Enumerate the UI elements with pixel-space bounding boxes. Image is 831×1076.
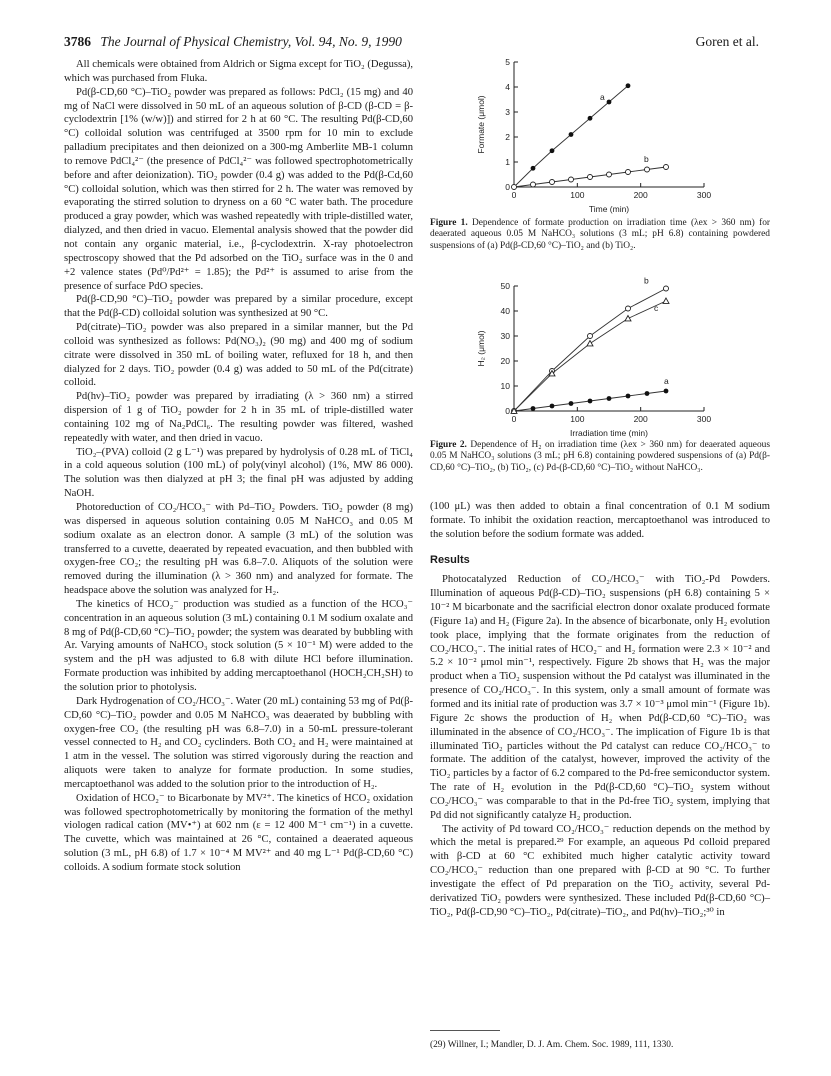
- data-point-a: [588, 116, 593, 121]
- series-label-a: a: [600, 91, 605, 102]
- series-label-b: b: [644, 154, 649, 164]
- figure-2-chart: [470, 276, 740, 438]
- figure-2-caption-text: Dependence of H₂ on irradiation time (λex > 360 nm) for deaerated aqueous 0.05 M NaHCO₃ solutions (3 mL; pH 6.8) containing powdered suspensions of (a) Pd(β-CD,60 °C)–TiO₂, (b) TiO₂, (c) Pd-(β-CD,60 °C)–TiO₂ without NaHCO₃.: [430, 440, 770, 473]
- y-tick-label: 50: [500, 281, 510, 291]
- y-tick-label: 20: [500, 356, 510, 366]
- series-line-c: [514, 301, 666, 411]
- data-point-c: [625, 316, 631, 321]
- y-tick-label: 30: [500, 331, 510, 341]
- y-tick-label: 2: [505, 132, 510, 142]
- y-tick-label: 1: [505, 157, 510, 167]
- data-point-b: [531, 182, 536, 187]
- data-point-a: [550, 148, 555, 153]
- series-line-b: [514, 289, 666, 412]
- figure-1-caption-text: Dependence of formate production on irradiation time (λex > 360 nm) for deaerated aqueous 0.05 M NaHCO₃ solutions (3 mL; pH 6.8) containing powdered suspensions of (a) Pd(β-CD,60 °C)–TiO₂ and (b) TiO₂.: [430, 218, 771, 251]
- data-point-a: [645, 391, 650, 396]
- paragraph: Pd(hν)–TiO₂ powder was prepared by irradiating (λ > 360 nm) a stirred dispersion of 1 g of TiO₂ powder for 2 h in 35 mL of triple-distilled water containing 102 mg of Na₂PdCl₆. The resulting powder was filtered, washed repeatedly with water, and then dried in vacuo.: [64, 391, 413, 444]
- y-axis-label: H₂ (μmol): [476, 330, 486, 367]
- data-point-a: [626, 394, 631, 399]
- left-column: [64, 58, 413, 875]
- data-point-a: [626, 83, 631, 88]
- data-point-a: [607, 396, 612, 401]
- paragraph: Pd(β-CD,60 °C)–TiO₂ powder was prepared as follows: PdCl₂ (15 mg) and 40 mg of NaCl were dissolved in 50 mL of an aqueous solution of β-CD (β-CD = β-cyclodextrin [1% (w/w)]) and stirred for 2 h at 60 °C. The resulting Pd(β-CD,60 °C) colloidal solution was centrifuged at 3500 rpm for 10 min to exclude palladium precipitates and then deionized on a 300-mg Amberlite MB-1 column to remove PdCl₄²⁻ (the presence of PdCl₄²⁻ was followed spectrophotometrically before and after deionization). TiO₂ powder (0.4 g) was added to the Pd(β-Cd,60 °C) colloidal solution, which was then stirred for 2 h. The water was removed by evaporating the stirred solution to dryness on a 60 °C water bath. The procedure produced a gray powder, which was washed repeatedly with triple-distilled water, dialyzed, and then dried in vacuo. Elemental analysis showed that the powder did not contain any organic material, i.e., β-cyclodextrin. X-ray photoelectron spectroscopy showed that the Pd adsorbed on the TiO₂ surface was in the 0 and +2 valence states (Pd⁰/Pd²⁺ = 1.85); the Pd²⁺ is assumed to arise from the presence of surface PdO species.: [64, 86, 413, 292]
- y-tick-label: 0: [505, 182, 510, 192]
- series-label-b: b: [644, 276, 649, 286]
- data-point-b: [645, 167, 650, 172]
- data-point-a: [569, 401, 574, 406]
- data-point-b: [664, 286, 669, 291]
- paragraph: The kinetics of HCO₂⁻ production was studied as a function of the HCO₃⁻ concentration in an aqueous solution (3 mL) containing 0.1 M sodium oxalate and 8 mg of Pd(β-CD,60 °C)–TiO₂ powder; the system was dearated by bubbling with Ar. Varying amounts of NaHCO₃ stock solution (5 × 10⁻¹ M) were added to the system and the pH was adjusted to 6.8 with dilute HCl before illumination. Formate production was inhibited by adding mercaptoethanol (HOCH₂CH₂SH) to the solution prior to photolysis.: [64, 598, 413, 693]
- x-tick-label: 100: [570, 414, 585, 424]
- series-label-a: a: [664, 376, 669, 386]
- figure-1-chart: [470, 52, 740, 214]
- figure-1: [470, 52, 740, 214]
- x-axis-label: Time (min): [588, 204, 630, 214]
- y-tick-label: 3: [505, 107, 510, 117]
- x-tick-label: 0: [511, 414, 517, 424]
- data-point-a: [550, 404, 555, 409]
- y-tick-label: 5: [505, 57, 510, 67]
- paragraph: Pd(citrate)–TiO₂ powder was also prepared in a similar manner, but the Pd colloid was synthesized as follows: Pd(NO₃)₂ (90 mg) and 400 mg of sodium citrate were dissolved in 350 mL of boiling water, refluxed for 18 h, and then dialyzed for 2 days. TiO₂ powder (0.4 g) was added to 50 mL of the Pd(citrate) colloid.: [64, 322, 413, 389]
- header-authors: Goren et al.: [695, 34, 759, 49]
- paragraph-continuation: (100 μL) was then added to obtain a final concentration of 0.1 M sodium formate. To inhibit the oxidation reaction, mercaptoethanol was introduced to the solution before the sodium formate was added.: [430, 501, 770, 540]
- y-tick-label: 10: [500, 381, 510, 391]
- x-tick-label: 100: [570, 190, 585, 200]
- data-point-b: [512, 185, 517, 190]
- x-tick-label: 200: [633, 190, 648, 200]
- figure-2: [470, 276, 740, 438]
- data-point-a: [664, 389, 669, 394]
- data-point-a: [531, 166, 536, 171]
- figure-2-caption-label: Figure 2.: [430, 440, 467, 450]
- x-tick-label: 300: [696, 414, 712, 424]
- paragraph: The activity of Pd toward CO₂/HCO₃⁻ reduction depends on the method by which the metal is prepared.²⁹ For example, an aqueous Pd colloid prepared with β-CD at 60 °C exhibited much higher catalytic activity toward CO₂/HCO₃⁻ reduction than one prepared with β-CD at 90 °C. To further investigate the effect of Pd preparation on the TiO₂ activity, several Pd-derivatized TiO₂ powders were synthesized. These included Pd(β-CD,60 °C)–TiO₂, Pd(β-CD,90 °C)–TiO₂, Pd(citrate)–TiO₂, and Pd(hν)–TiO₂;³⁰ in: [430, 823, 770, 918]
- x-tick-label: 0: [511, 190, 517, 200]
- paragraph: Photocatalyzed Reduction of CO₂/HCO₃⁻ with TiO₂-Pd Powders. Illumination of aqueous Pd(β-CD)–TiO₂ suspensions (pH 6.8) containing 5 × 10⁻² M bicarbonate and the sacrificial electron donor oxalate produced formate (Figure 1a) and H₂ (Figure 2a). In the absence of bicarbonate, only H₂ evolution took place, implying that the formate originates from the reduction of CO₂/HCO₃⁻. The initial rates of HCO₂⁻ and H₂ formation were 2.3 × 10⁻² and 5.2 × 10⁻² μmol min⁻¹, respectively. Figure 2b shows that H₂ was the major product when a TiO₂ suspension without the Pd catalyst was illuminated in the presence of CO₂/HCO₃⁻. In this system, only a small amount of formate was formed and its initial rate of production was 3.7 × 10⁻³ μmol min⁻¹ (Figure 1b). Figure 2c shows the production of H₂ when Pd(β-CD,60 °C)–TiO₂ was illuminated in the absence of CO₂/HCO₃⁻. The implication of Figure 1b is that illuminated TiO₂ particles without the Pd catalyst can reduce CO₂/HCO₃⁻ to formate. The addition of the catalyst, however, improved the activity of the TiO₂ particles by a factor of 6.2 compared to the Pd-free semiconductor system. The rate of H₂ evolution in the Pd(β-CD,60 °C)–TiO₂ system without CO₂/HCO₃⁻ was comparable to that in the Pd-free TiO₂ system, implying that Pd did not significantly catalyze H₂ production.: [430, 574, 770, 821]
- data-point-b: [626, 170, 631, 175]
- journal-name: The Journal of Physical Chemistry, Vol. 94, No. 9, 1990: [100, 34, 402, 49]
- paragraph: Photoreduction of CO₂/HCO₃⁻ with Pd–TiO₂ Powders. TiO₂ powder (8 mg) was dispersed in aqueous solution containing 0.05 M NaHCO₃ and 0.05 M sodium oxalate as an electron donor. A sample (3 mL) of the solution was transferred to a cuvette, deaerated by repeated evacuation, and then bubbled with oxygen-free CO₂; the resulting pH was 6.8–7.0. Aliquots of the solution were removed during the illumination (λ > 360 nm) and analyzed for formate. The headspace above the solution was analyzed for H₂.: [64, 502, 413, 597]
- footnote-rule: [430, 1030, 500, 1031]
- y-axis-label: Formate (μmol): [476, 95, 486, 154]
- data-point-c: [663, 298, 669, 303]
- running-header: [64, 34, 759, 52]
- paragraph: Pd(β-CD,90 °C)–TiO₂ powder was prepared by a similar procedure, except that the Pd(β-CD) colloidal solution was synthesized at 90 °C.: [64, 294, 413, 320]
- page-number: 3786: [64, 34, 91, 49]
- y-tick-label: 0: [505, 406, 510, 416]
- data-point-a: [569, 132, 574, 137]
- right-column: [430, 500, 770, 919]
- data-point-b: [569, 177, 574, 182]
- footnote: (29) Willner, I.; Mandler, D. J. Am. Chem. Soc. 1989, 111, 1330.: [430, 1040, 674, 1050]
- section-heading-results: Results: [430, 553, 470, 566]
- x-tick-label: 200: [633, 414, 648, 424]
- x-tick-label: 300: [696, 190, 712, 200]
- data-point-b: [550, 180, 555, 185]
- header-left: [64, 34, 402, 50]
- data-point-a: [588, 399, 593, 404]
- data-point-b: [626, 306, 631, 311]
- series-label-c: c: [654, 303, 659, 313]
- y-tick-label: 4: [505, 82, 510, 92]
- figure-1-caption: [430, 218, 770, 252]
- data-point-a: [607, 100, 612, 105]
- x-axis-label: Irradiation time (min): [570, 428, 648, 438]
- figure-2-caption: [430, 440, 770, 474]
- data-point-a: [531, 406, 536, 411]
- data-point-c: [587, 341, 593, 346]
- data-point-b: [588, 334, 593, 339]
- figure-1-caption-label: Figure 1.: [430, 218, 468, 228]
- data-point-b: [588, 175, 593, 180]
- data-point-b: [664, 165, 669, 170]
- paragraph: TiO₂–(PVA) colloid (2 g L⁻¹) was prepared by hydrolysis of 0.28 mL of TiCl₄ in a cold aqueous solution (100 mL) of poly(vinyl alcohol) (1%, MW 86 000). The solution was then dialyzed at pH 3; the final pH was adjusted by adding NaOH.: [64, 446, 413, 500]
- paragraph: Oxidation of HCO₂⁻ to Bicarbonate by MV²⁺. The kinetics of HCO₂ oxidation was followed spectrophotometrically by monitoring the formation of the methyl viologen radical cation (MV•⁺) at 602 nm (ε = 12 400 M⁻¹ cm⁻¹) in a cuvette. The cuvette, which was maintained at 26 °C, contained a deaerated aqueous solution (3 mL, pH 6.8) of 1.7 × 10⁻⁴ M MV²⁺ and 40 mg L⁻¹ Pd(β-CD,60 °C) colloids. A sodium formate stock solution: [64, 792, 413, 873]
- paragraph: Dark Hydrogenation of CO₂/HCO₃⁻. Water (20 mL) containing 53 mg of Pd(β-CD,60 °C)–TiO₂ powder and 0.05 M NaHCO₃ was deaerated by bubbling with oxygen-free CO₂ (the resulting pH was 6.8–7.0) in a 50-mL pressure-tolerant vessel connected to H₂ and CO₂ cyclinders. Both CO₂ and H₂ were maintained at 1 atm in the vessel. The solution was stirred vigorously during the reaction and aliquots were taken to analyze for formate production. In some studies, mercaptoethanol was added to the solution prior to the introduction of H₂.: [64, 695, 413, 790]
- paragraph: All chemicals were obtained from Aldrich or Sigma except for TiO₂ (Degussa), which was purchased from Fluka.: [64, 59, 413, 84]
- y-tick-label: 40: [500, 306, 510, 316]
- data-point-b: [607, 172, 612, 177]
